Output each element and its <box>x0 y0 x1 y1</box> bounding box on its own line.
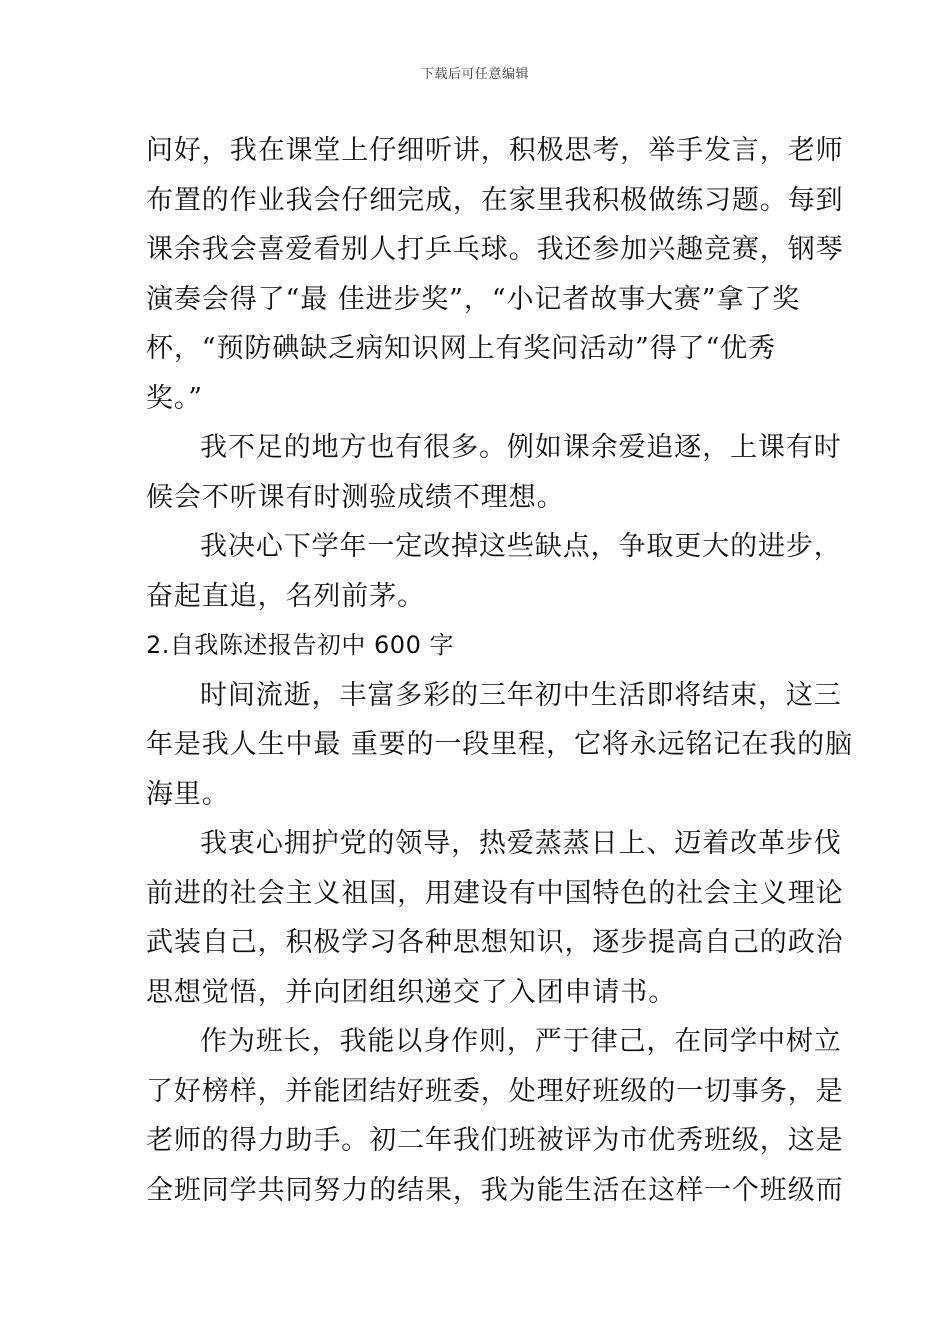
text-line: 时间流逝，丰富多彩的三年初中生活即将结束，这三 <box>200 679 842 711</box>
text-line: 我不足的地方也有很多。例如课余爱追逐，上课有时 <box>200 432 842 463</box>
text-line: 问好，我在课堂上仔细听讲，积极思考，举手发言，老师 <box>146 135 844 166</box>
text-line: 布置的作业我会仔细完成，在家里我积极做练习题。每到 <box>146 184 844 216</box>
text-line: 老师的得力助手。初二年我们班被评为市优秀班级，这是 <box>146 1125 844 1156</box>
text-line: 海里。 <box>146 778 230 810</box>
text-line: 全班同学共同努力的结果，我为能生活在这样一个班级而 <box>146 1174 844 1206</box>
text-line: 了好榜样，并能团结好班委，处理好班级的一切事务，是 <box>146 1075 844 1107</box>
text-line: 我决心下学年一定改掉这些缺点，争取更大的进步， <box>200 531 842 562</box>
text-line: 杯，“预防碘缺乏病知识网上有奖问活动”得了“优秀 <box>146 333 777 364</box>
text-line: 课余我会喜爱看别人打乒乓球。我还参加兴趣竞赛，钢琴 <box>146 234 844 265</box>
paragraph-4 <box>146 671 853 820</box>
text-line: 作为班长，我能以身作则，严于律己，在同学中树立 <box>200 1026 842 1057</box>
text-line: 武装自己，积极学习各种思想知识，逐步提高自己的政治 <box>146 927 844 958</box>
text-line: 前进的社会主义祖国，用建设有中国特色的社会主义理论 <box>146 877 844 909</box>
section-heading: 2.自我陈述报告初中 600 字 <box>146 631 454 659</box>
text-line: 演奏会得了“最 佳进步奖”，“小记者故事大赛”拿了奖 <box>146 283 801 315</box>
text-line: 年是我人生中最 重要的一段里程，它将永远铭记在我的脑 <box>146 729 853 760</box>
paragraph-5 <box>146 819 844 1017</box>
paragraph-2 <box>146 423 842 522</box>
text-line: 思想觉悟，并向团组织递交了入团申请书。 <box>146 976 677 1008</box>
document-body <box>146 126 853 1215</box>
page-header: 下载后可任意编辑 <box>420 67 529 82</box>
text-line: 奖。” <box>146 382 204 414</box>
paragraph-3 <box>146 522 842 621</box>
text-line: 我衷心拥护党的领导，热爱蒸蒸日上、迈着改革步伐 <box>200 828 842 859</box>
paragraph-6 <box>146 1017 844 1215</box>
paragraph-1 <box>146 126 844 423</box>
text-line: 候会不听课有时测验成绩不理想。 <box>146 481 565 513</box>
text-line: 奋起直追，名列前茅。 <box>146 580 425 612</box>
